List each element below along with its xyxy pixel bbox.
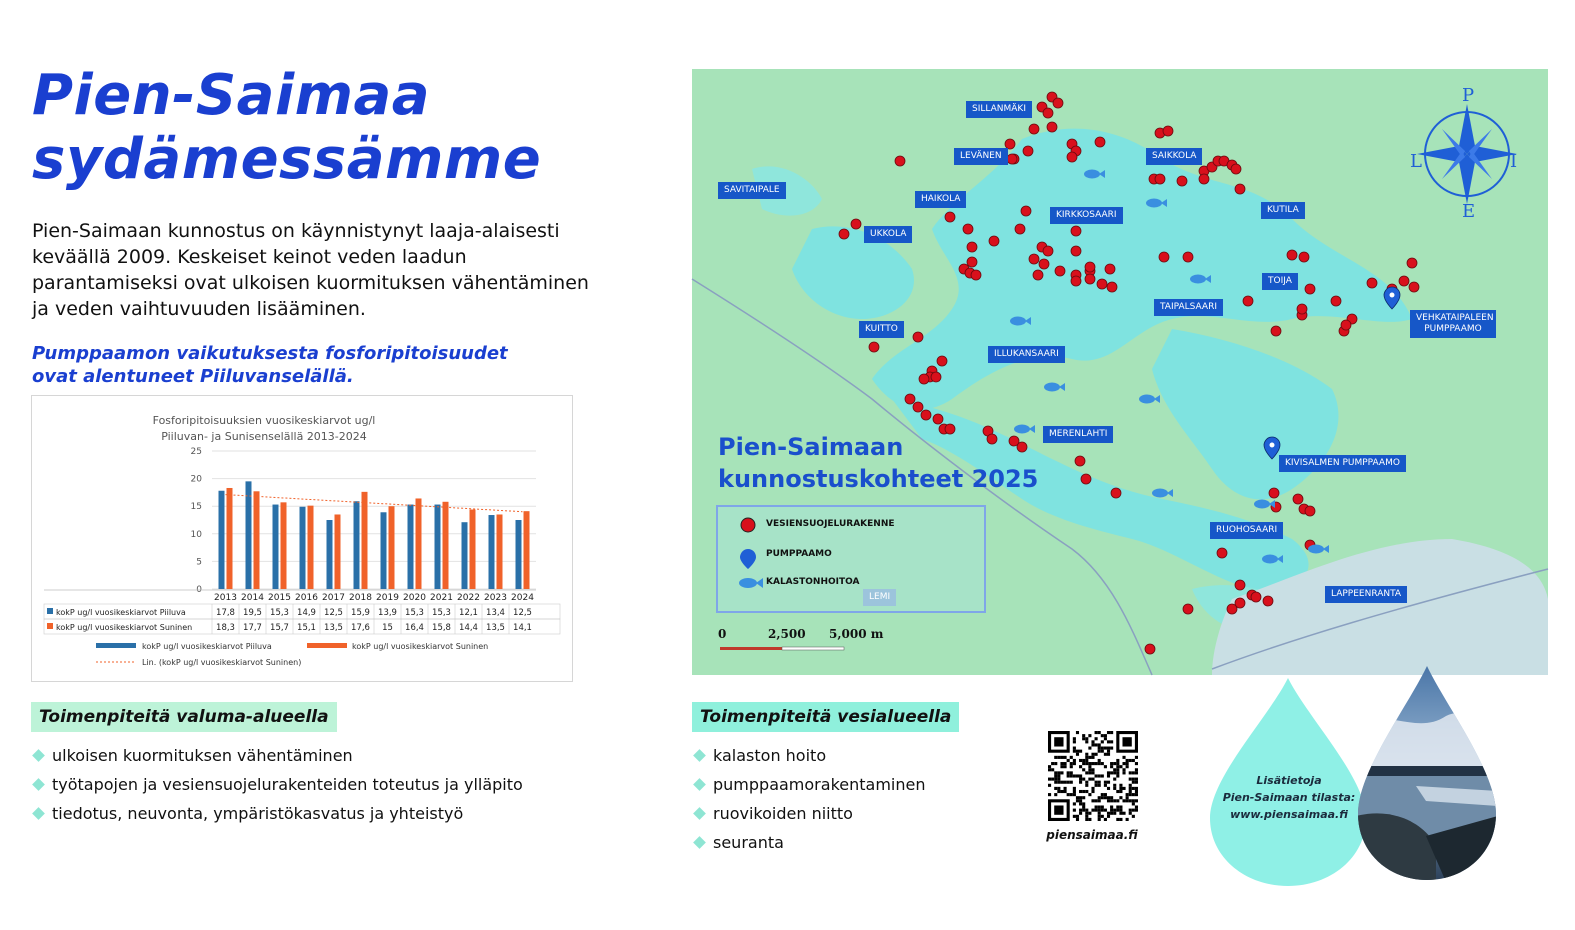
protection-structure-marker	[1029, 254, 1039, 264]
scale-label: 0	[718, 627, 727, 641]
bar-piiluva	[219, 491, 225, 589]
page-title	[32, 64, 632, 192]
more-info-text	[1214, 772, 1364, 823]
place-label: LEMI	[863, 589, 896, 606]
protection-structure-marker	[905, 394, 915, 404]
place-label: KIRKKOSAARI	[1050, 207, 1123, 224]
bar-piiluva	[273, 505, 279, 589]
scale-label: 2,500	[768, 627, 806, 641]
bar-suninen	[416, 498, 422, 589]
protection-structure-marker	[1263, 596, 1273, 606]
map-legend	[716, 505, 986, 613]
table-cell: 17,8	[216, 608, 235, 618]
protection-structure-marker	[1071, 246, 1081, 256]
protection-structure-marker	[1067, 152, 1077, 162]
fish-icon	[1010, 317, 1031, 326]
legend-label: PUMPPAAMO	[766, 549, 832, 559]
legend-key-piiluva	[96, 643, 136, 648]
protection-structure-marker	[1043, 108, 1053, 118]
protection-structure-marker	[1199, 174, 1209, 184]
protection-structure-marker	[937, 356, 947, 366]
bar-suninen	[281, 502, 287, 589]
fish-icon	[1262, 555, 1283, 564]
table-cell: 15,7	[270, 623, 289, 633]
x-tick-label: 2022	[457, 593, 480, 603]
place-label: KUTILA	[1261, 202, 1305, 219]
table-cell: 17,6	[351, 623, 370, 633]
table-cell: 16,4	[405, 623, 424, 633]
callout-line-1: Pumppaamon vaikutuksesta fosforipitoisuudet	[32, 343, 508, 364]
protection-structure-marker	[1029, 124, 1039, 134]
table-cell: 13,5	[486, 623, 505, 633]
y-tick-label: 25	[190, 447, 202, 457]
place-label: MERENLAHTI	[1043, 426, 1113, 443]
list-item	[693, 804, 925, 833]
protection-structure-marker	[919, 374, 929, 384]
protection-structure-marker	[1231, 164, 1241, 174]
table-cell: 15	[382, 623, 393, 633]
list-item-text: ruovikoiden niitto	[713, 804, 853, 823]
bar-suninen	[524, 511, 530, 589]
water-area-measures-list	[693, 746, 925, 862]
catchment-measures-list	[32, 746, 523, 833]
compass-north: P	[1462, 85, 1475, 106]
protection-structure-marker	[895, 156, 905, 166]
protection-structure-marker	[1305, 506, 1315, 516]
y-tick-label: 5	[196, 557, 202, 568]
y-tick-label: 20	[190, 474, 202, 485]
protection-structure-marker	[989, 236, 999, 246]
bar-suninen	[308, 506, 314, 589]
protection-structure-marker	[945, 212, 955, 222]
table-row-label: kokP ug/l vuosikeskiarvot Piiluva	[56, 608, 186, 617]
protection-structure-marker	[1105, 264, 1115, 274]
map-title-line-2: kunnostuskohteet 2025	[718, 465, 1039, 493]
compass-west: L	[1410, 151, 1422, 172]
bar-piiluva	[462, 522, 468, 589]
bar-piiluva	[300, 507, 306, 589]
list-item	[32, 804, 523, 833]
protection-structure-marker	[1183, 604, 1193, 614]
protection-structure-marker	[1367, 278, 1377, 288]
protection-structure-marker	[1271, 326, 1281, 336]
qr-caption: piensaimaa.fi	[1046, 828, 1138, 842]
chart-subtitle: Piiluvan- ja Sunisenselällä 2013-2024	[161, 430, 367, 443]
water-area-measures-heading: Toimenpiteitä vesialueella	[692, 702, 959, 732]
table-cell: 12,1	[459, 608, 478, 618]
protection-structure-marker	[1269, 488, 1279, 498]
protection-structure-marker	[1071, 226, 1081, 236]
list-item-text: pumppaamorakentaminen	[713, 775, 926, 794]
fish-icon	[1139, 395, 1160, 404]
map-title	[718, 431, 1038, 495]
place-label: LAPPEENRANTA	[1325, 586, 1407, 603]
list-item-text: kalaston hoito	[713, 746, 827, 765]
protection-structure-marker	[1287, 250, 1297, 260]
bar-suninen	[389, 506, 395, 589]
list-item	[32, 746, 523, 775]
protection-structure-marker	[1299, 252, 1309, 262]
protection-structure-marker	[1111, 488, 1121, 498]
table-cell: 15,9	[351, 608, 370, 618]
diamond-bullet-icon	[693, 807, 706, 820]
table-legend-key	[47, 608, 53, 614]
protection-structure-marker	[1007, 154, 1017, 164]
list-item-text: ulkoisen kuormituksen vähentäminen	[52, 746, 353, 765]
place-label: RUOHOSAARI	[1210, 522, 1283, 539]
bar-piiluva	[408, 505, 414, 589]
protection-structure-marker	[967, 257, 977, 267]
more-info-line: Pien-Saimaan tilasta:	[1222, 791, 1356, 804]
protection-structure-marker	[1341, 320, 1351, 330]
y-tick-label: 10	[190, 529, 202, 540]
protection-structure-marker	[1047, 122, 1057, 132]
protection-structure-marker	[921, 410, 931, 420]
chart-canvas	[32, 396, 572, 681]
x-tick-label: 2024	[511, 593, 534, 603]
lake-photo-drop	[1356, 666, 1498, 882]
table-cell: 17,7	[243, 623, 262, 633]
table-cell: 15,1	[297, 623, 316, 633]
place-label: SAIKKOLA	[1146, 148, 1202, 165]
protection-structure-marker	[1097, 279, 1107, 289]
table-cell: 15,8	[432, 623, 451, 633]
list-item-text: tiedotus, neuvonta, ympäristökasvatus ja yhteistyö	[52, 804, 464, 823]
compass-icon	[1410, 79, 1522, 222]
protection-structure-marker	[963, 224, 973, 234]
table-cell: 14,1	[513, 623, 532, 633]
legend-label: Lin. (kokP ug/l vuosikeskiarvot Suninen)	[142, 658, 302, 667]
list-item-text: työtapojen ja vesiensuojelurakenteiden toteutus ja ylläpito	[52, 775, 523, 794]
bar-piiluva	[327, 520, 333, 589]
table-legend-key	[47, 623, 53, 629]
bar-piiluva	[435, 505, 441, 589]
bar-suninen	[497, 514, 503, 589]
protection-structure-marker	[1293, 494, 1303, 504]
bar-suninen	[227, 488, 233, 589]
list-item-text: seuranta	[713, 833, 784, 852]
protection-structure-marker	[1243, 296, 1253, 306]
protection-structure-marker	[913, 332, 923, 342]
protection-structure-marker	[933, 414, 943, 424]
compass-south: E	[1462, 201, 1476, 222]
callout-text	[32, 342, 552, 388]
list-item	[693, 775, 925, 804]
place-label: SAVITAIPALE	[718, 182, 786, 199]
bar-piiluva	[354, 501, 360, 589]
diamond-bullet-icon	[32, 807, 45, 820]
protection-structure-marker	[913, 402, 923, 412]
protection-structure-marker	[1399, 276, 1409, 286]
x-tick-label: 2013	[214, 593, 237, 603]
table-cell: 15,3	[432, 608, 451, 618]
qr-code-icon[interactable]	[1048, 731, 1138, 821]
bar-suninen	[362, 492, 368, 589]
legend-label: KALASTONHOITOA	[766, 577, 860, 587]
place-label: TOIJA	[1262, 273, 1298, 290]
trendline	[226, 495, 523, 512]
protection-structure-marker	[1085, 262, 1095, 272]
bar-suninen	[335, 514, 341, 589]
place-label: LEVÄNEN	[954, 148, 1008, 165]
pump-marker-icon	[740, 549, 756, 569]
place-label: UKKOLA	[864, 226, 912, 243]
fish-icon	[1190, 275, 1211, 284]
protection-structure-marker	[869, 342, 879, 352]
protection-structure-marker	[1095, 137, 1105, 147]
fish-icon	[1044, 383, 1065, 392]
protection-structure-marker	[1227, 604, 1237, 614]
table-cell: 18,3	[216, 623, 235, 633]
more-info-line: Lisätietoja	[1256, 774, 1322, 787]
protection-structure-marker	[1145, 644, 1155, 654]
protection-structure-marker	[967, 242, 977, 252]
protection-structure-marker	[1039, 259, 1049, 269]
table-cell: 15,3	[405, 608, 424, 618]
protection-structure-marker	[1217, 548, 1227, 558]
protection-structure-marker	[1043, 246, 1053, 256]
table-cell: 14,9	[297, 608, 316, 618]
protection-structure-marker	[1015, 224, 1025, 234]
diamond-bullet-icon	[693, 749, 706, 762]
bar-suninen	[443, 502, 449, 589]
fish-icon	[1308, 545, 1329, 554]
list-item	[32, 775, 523, 804]
protection-structure-marker	[1021, 206, 1031, 216]
protection-structure-marker	[1085, 274, 1095, 284]
table-cell: 13,9	[378, 608, 397, 618]
bar-suninen	[470, 510, 476, 589]
protection-structure-marker	[1075, 456, 1085, 466]
diamond-bullet-icon	[32, 749, 45, 762]
website-link[interactable]: www.piensaimaa.fi	[1230, 808, 1348, 821]
map-title-line-1: Pien-Saimaan	[718, 433, 904, 461]
protection-structure-marker	[971, 270, 981, 280]
protection-structure-marker	[1251, 592, 1261, 602]
protection-structure-marker	[1023, 146, 1033, 156]
protection-structure-marker	[1055, 266, 1065, 276]
protection-structure-marker	[1305, 284, 1315, 294]
legend-label: VESIENSUOJELURAKENNE	[766, 519, 895, 529]
pump-marker-icon	[1264, 437, 1280, 459]
fish-icon	[1084, 170, 1105, 179]
table-row-label: kokP ug/l vuosikeskiarvot Suninen	[56, 623, 193, 632]
protection-structure-marker	[1053, 98, 1063, 108]
intro-paragraph: Pien-Saimaan kunnostus on käynnistynyt laaja-alaisesti keväällä 2009. Keskeiset keinot veden laadun parantamiseksi ovat ulkoisen kuormituksen vähentäminen ja veden vaihtuvuuden lisääminen.	[32, 220, 589, 320]
protection-structure-marker	[1159, 252, 1169, 262]
phosphorus-chart	[31, 395, 573, 682]
protection-structure-marker	[1033, 270, 1043, 280]
protection-structure-marker	[1155, 174, 1165, 184]
scale-label: 5,000 m	[829, 627, 884, 641]
protection-structure-marker	[1163, 126, 1173, 136]
protection-structure-marker	[1235, 184, 1245, 194]
list-item	[693, 746, 925, 775]
diamond-bullet-icon	[693, 836, 706, 849]
chart-title: Fosforipitoisuuksien vuosikeskiarvot ug/l	[152, 414, 376, 427]
title-line-1: Pien-Saimaa	[32, 63, 431, 128]
bar-piiluva	[381, 512, 387, 589]
place-label: ILLUKANSAARI	[988, 346, 1065, 363]
x-tick-label: 2017	[322, 593, 345, 603]
bar-piiluva	[246, 481, 252, 589]
protection-structure-marker	[1071, 276, 1081, 286]
compass-east: I	[1510, 151, 1518, 172]
x-tick-label: 2023	[484, 593, 507, 603]
protection-structure-marker	[1107, 282, 1117, 292]
table-cell: 15,3	[270, 608, 289, 618]
protection-structure-marker	[1235, 580, 1245, 590]
table-cell: 12,5	[513, 608, 532, 618]
pump-station-label: KIVISALMEN PUMPPAAMO	[1279, 455, 1406, 472]
protection-structure-marker	[1409, 282, 1419, 292]
x-tick-label: 2016	[295, 593, 318, 603]
place-label: SILLANMÄKI	[966, 101, 1032, 118]
diamond-bullet-icon	[32, 778, 45, 791]
x-tick-label: 2021	[430, 593, 453, 603]
place-label: TAIPALSAARI	[1154, 299, 1223, 316]
place-label: HAIKOLA	[915, 191, 966, 208]
protection-structure-marker	[1331, 296, 1341, 306]
protection-structure-marker	[1297, 304, 1307, 314]
legend-label: kokP ug/l vuosikeskiarvot Suninen	[352, 642, 489, 651]
protection-structure-marker	[931, 372, 941, 382]
protection-structure-marker	[839, 229, 849, 239]
protection-structure-marker	[1081, 474, 1091, 484]
restoration-map	[692, 69, 1548, 675]
list-item	[693, 833, 925, 862]
protection-structure-marker	[851, 219, 861, 229]
y-tick-label: 15	[190, 502, 202, 513]
bar-piiluva	[516, 520, 522, 589]
x-tick-label: 2020	[403, 593, 426, 603]
legend-key-suninen	[307, 643, 347, 648]
x-tick-label: 2019	[376, 593, 399, 603]
structure-marker-icon	[741, 518, 755, 532]
y-tick-label: 0	[196, 585, 202, 595]
protection-structure-marker	[1407, 258, 1417, 268]
table-cell: 13,5	[324, 623, 343, 633]
pump-marker-icon	[1384, 287, 1400, 309]
scale-bar	[718, 625, 884, 665]
fish-icon	[1152, 489, 1173, 498]
x-tick-label: 2018	[349, 593, 372, 603]
table-cell: 12,5	[324, 608, 343, 618]
fish-icon	[1146, 199, 1167, 208]
title-line-2: sydämessämme	[32, 127, 542, 192]
callout-line-2: ovat alentuneet Piiluvanselällä.	[32, 366, 354, 387]
pump-station-label: VEHKATAIPALEEN PUMPPAAMO	[1410, 310, 1496, 338]
x-tick-label: 2015	[268, 593, 291, 603]
protection-structure-marker	[1183, 252, 1193, 262]
table-cell: 13,4	[486, 608, 505, 618]
x-tick-label: 2014	[241, 593, 264, 603]
legend-label: kokP ug/l vuosikeskiarvot Piiluva	[142, 642, 272, 651]
place-label: KUITTO	[859, 321, 904, 338]
bar-piiluva	[489, 515, 495, 589]
diamond-bullet-icon	[693, 778, 706, 791]
catchment-measures-heading: Toimenpiteitä valuma-alueella	[31, 702, 337, 732]
protection-structure-marker	[1177, 176, 1187, 186]
table-cell: 14,4	[459, 623, 478, 633]
bar-suninen	[254, 491, 260, 589]
fish-icon	[739, 578, 757, 588]
table-cell: 19,5	[243, 608, 262, 618]
